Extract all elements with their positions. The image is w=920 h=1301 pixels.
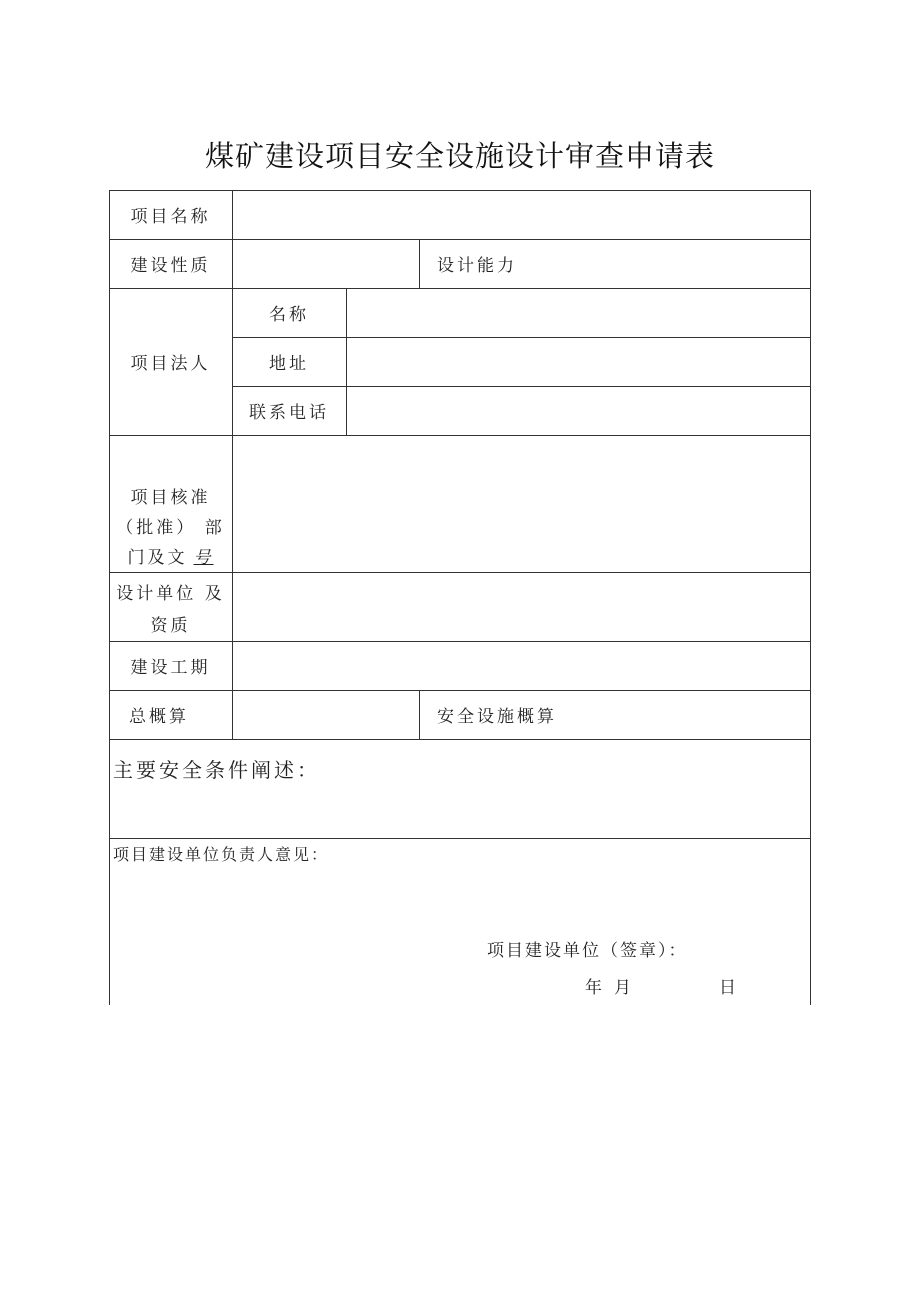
label-design-capacity: 设计能力 [437, 256, 517, 276]
row-divider [109, 739, 811, 740]
signature-label: 项目建设单位（签章）： [487, 941, 688, 961]
label-lp-name: 名称 [269, 305, 309, 325]
label-lp-address: 地址 [269, 354, 309, 374]
row-divider [109, 838, 811, 839]
label-approval [109, 483, 232, 573]
approval-line-3-tail: 号 [193, 548, 214, 568]
label-project-name: 项目名称 [130, 207, 211, 227]
input-lp-address[interactable] [347, 338, 810, 386]
approval-line-3 [109, 543, 232, 573]
label-design-unit [109, 578, 232, 642]
approval-line-1: 项目核准 [130, 488, 211, 508]
date-year: 年 [585, 978, 604, 998]
input-lp-phone[interactable] [347, 387, 810, 435]
section-safety-conditions: 主要安全条件阐述： [113, 758, 320, 782]
approval-line-3-text: 门及文 [127, 548, 188, 568]
form-title: 煤矿建设项目安全设施设计审查申请表 [204, 139, 715, 173]
label-construction-period: 建设工期 [130, 658, 211, 678]
date-month: 月 [614, 978, 633, 998]
approval-line-2: （批准） 部 [116, 518, 225, 538]
design-unit-line-2: 资质 [150, 616, 191, 636]
input-design-unit[interactable] [233, 573, 810, 641]
input-total-budget[interactable] [233, 691, 419, 739]
label-total-budget: 总概算 [129, 707, 189, 727]
label-build-nature: 建设性质 [130, 256, 211, 276]
label-legal-person: 项目法人 [130, 354, 211, 374]
input-lp-name[interactable] [347, 289, 810, 337]
input-approval[interactable] [233, 436, 810, 572]
label-safety-budget: 安全设施概算 [437, 707, 557, 727]
date-day: 日 [719, 978, 738, 998]
input-construction-period[interactable] [233, 642, 810, 690]
input-project-name[interactable] [233, 191, 810, 239]
design-unit-line-1: 设计单位 及 [116, 584, 225, 604]
section-owner-opinion: 项目建设单位负责人意见： [113, 845, 330, 864]
input-build-nature[interactable] [233, 240, 419, 288]
label-lp-phone: 联系电话 [249, 403, 329, 423]
table-border-right [810, 190, 811, 1005]
